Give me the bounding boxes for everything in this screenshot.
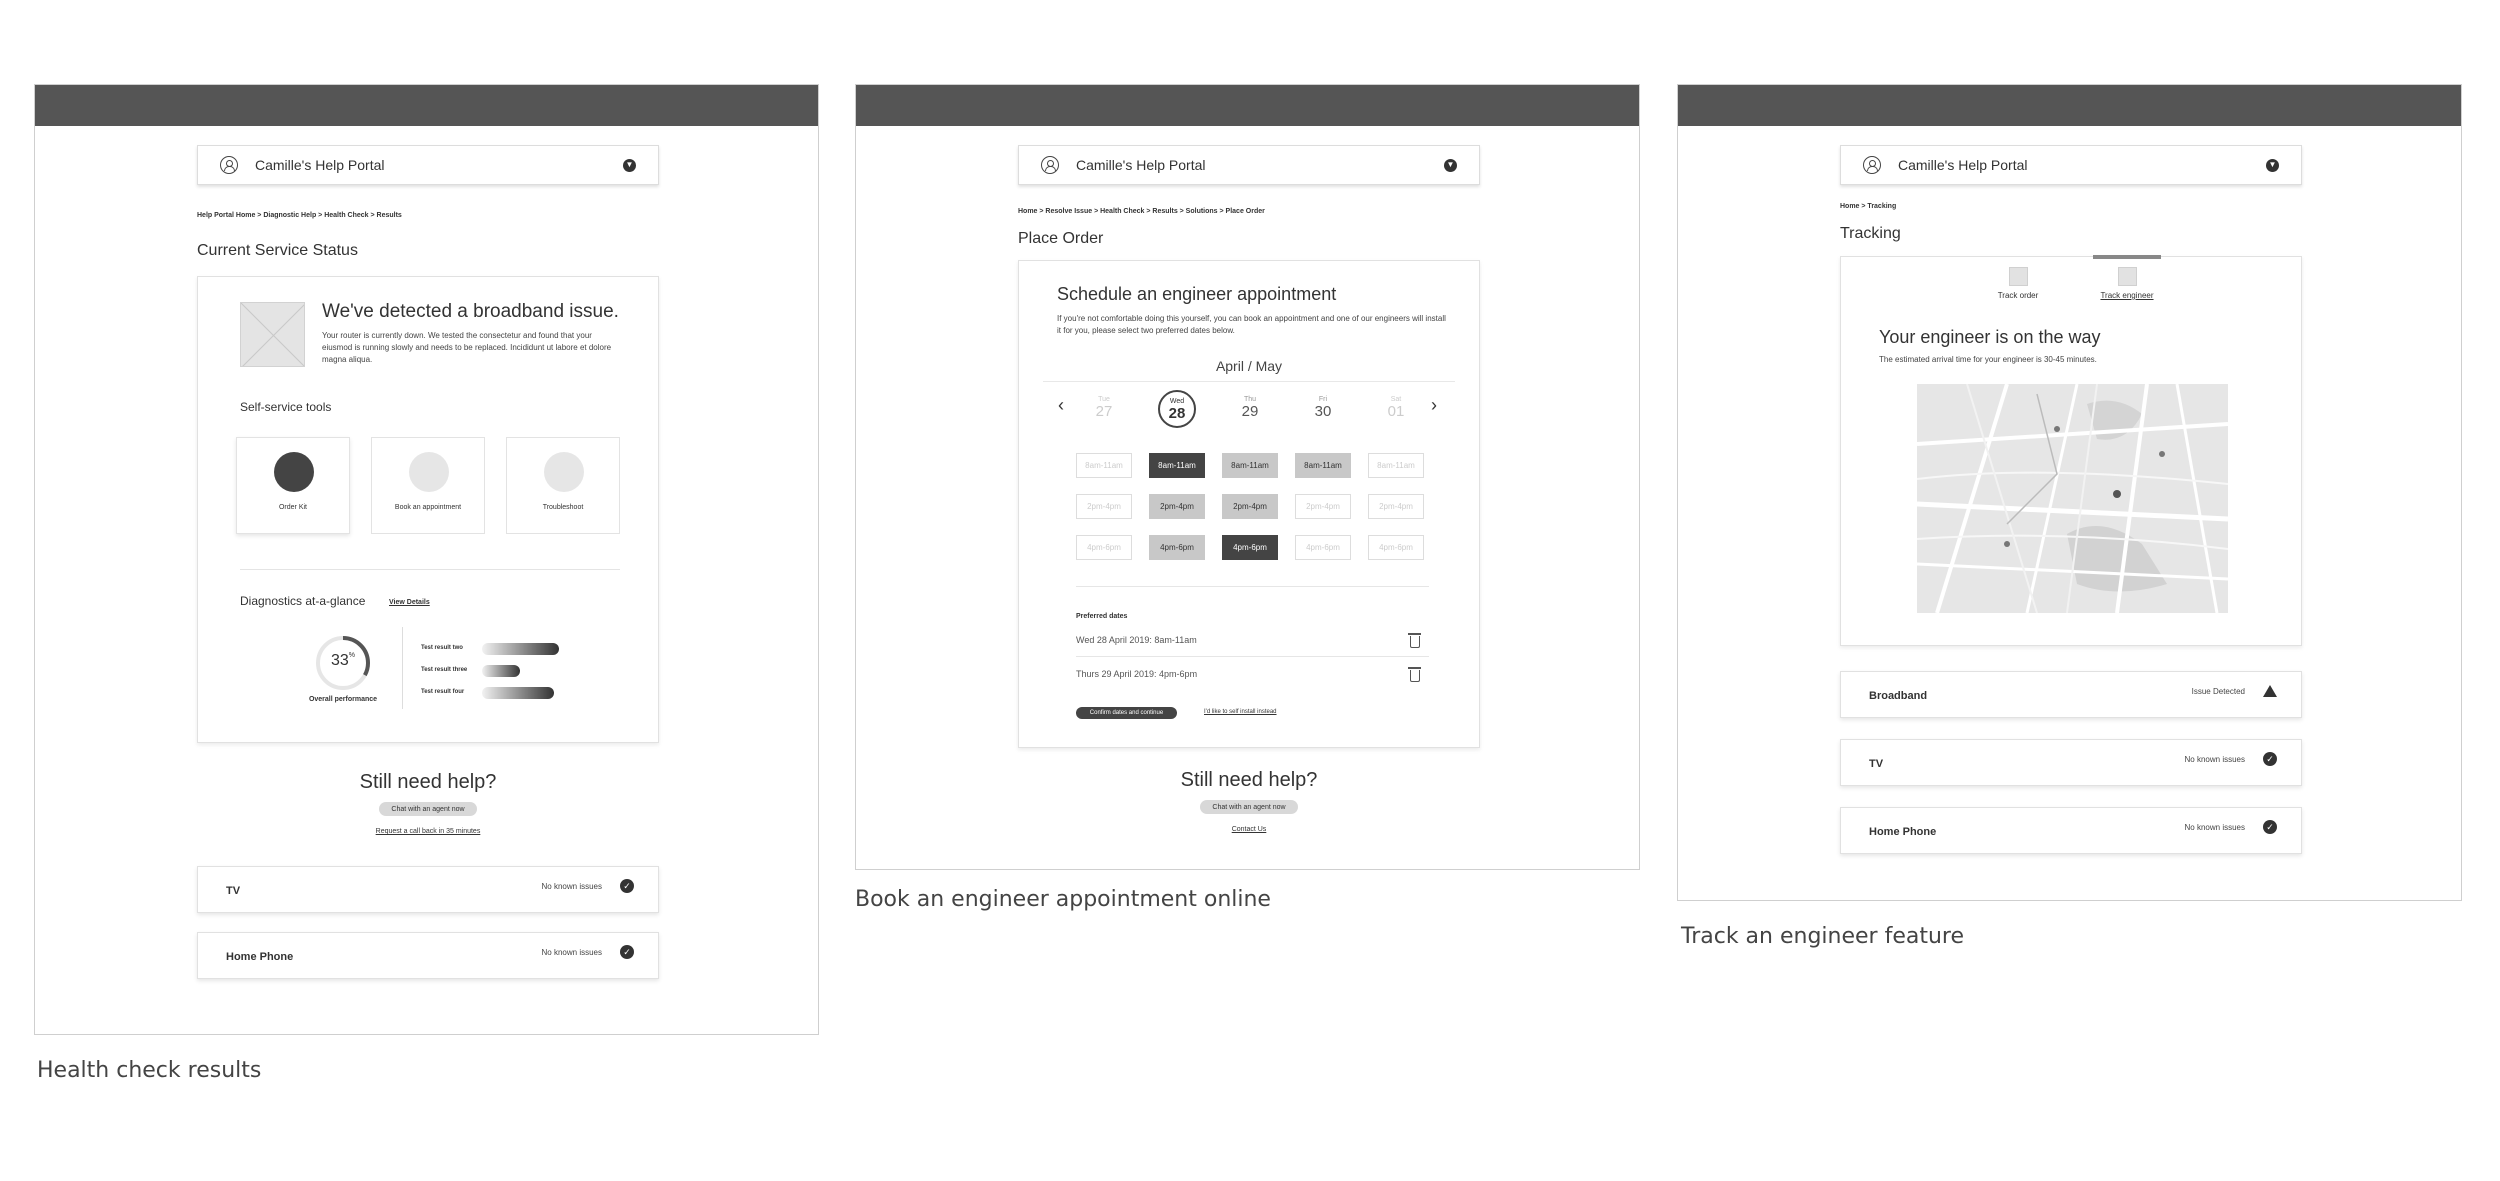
user-icon [1863,156,1881,174]
trash-icon[interactable] [1410,636,1420,648]
user-icon [220,156,238,174]
service-name: TV [1869,758,1884,770]
van-icon [2118,267,2137,286]
service-status: No known issues [541,948,602,957]
result-label: Test result three [421,667,468,673]
tool-label: Book an appointment [394,504,462,511]
caption-book-engineer: Book an engineer appointment online [855,887,1271,912]
day-number: 28 [1168,405,1186,422]
gauge-number: 33 [330,652,349,669]
time-slot[interactable]: 8am-11am [1222,453,1278,478]
view-details-link[interactable]: View Details [389,599,430,606]
time-slot: 4pm-6pm [1076,535,1132,560]
service-name: Home Phone [226,951,294,963]
frame-health-check [34,84,819,1035]
day-sat-01 [1376,396,1416,420]
service-name: Broadband [1869,690,1928,702]
caption-track-engineer: Track an engineer feature [1681,924,1965,949]
service-row-home-phone[interactable] [1840,807,2302,854]
street-map [1917,384,2228,613]
contact-us-link[interactable]: Contact Us [1231,826,1267,833]
tool-book-appointment[interactable] [371,437,485,534]
time-slot[interactable]: 4pm-6pm [1222,535,1278,560]
time-slot: 4pm-6pm [1295,535,1351,560]
tool-label: Order Kit [278,504,307,511]
appointment-intro: If you're not comfortable doing this yourself, you can book an appointment and one of our engineers will install it for you, please select two preferred dates below. [1057,314,1446,335]
alert-heading: We've detected a broadband issue. [322,301,619,322]
chevron-down-icon[interactable]: ▼ [2266,159,2279,172]
preferred-date-2: Thurs 29 April 2019: 4pm-6pm [1076,669,1198,679]
service-name: TV [226,885,241,897]
selected-day-ring [1158,390,1196,428]
tab-track-engineer[interactable] [2093,267,2161,300]
tab-label: Track order [1997,291,2039,300]
day-name: Sat [1390,396,1402,403]
divider [240,569,620,570]
browser-header-bar [1678,85,2461,126]
frame-book-engineer [855,84,1640,870]
warning-icon [2263,685,2277,697]
help-heading: Still need help? [1180,769,1318,791]
account-header[interactable] [197,145,659,185]
tools-heading: Self-service tools [240,400,332,414]
time-slot: 8am-11am [1368,453,1424,478]
result-label: Test result two [421,645,463,651]
time-slot: 2pm-4pm [1076,494,1132,519]
result-bar [482,687,554,699]
breadcrumb[interactable]: Home > Resolve Issue > Health Check > Results > Solutions > Place Order [1018,208,1265,215]
service-status: No known issues [2184,823,2245,832]
page-title: Place Order [1018,230,1104,247]
gauge-unit: % [348,652,356,659]
time-slot[interactable]: 2pm-4pm [1222,494,1278,519]
result-bar [482,643,559,655]
tab-track-order[interactable] [1988,267,2048,300]
confirm-dates-button[interactable]: Confirm dates and continue [1076,707,1177,719]
caption-health-check: Health check results [37,1058,262,1083]
preferred-divider [1076,656,1429,657]
gauge-divider [402,627,403,709]
page-title: Tracking [1840,225,1901,242]
chat-button[interactable]: Chat with an agent now [1200,800,1298,814]
slots-divider [1076,586,1429,587]
day-name: Fri [1318,396,1328,403]
browser-header-bar [856,85,1639,126]
order-kit-icon [274,452,314,492]
user-icon [1041,156,1059,174]
day-fri-30[interactable] [1303,396,1343,420]
time-slot: 2pm-4pm [1295,494,1351,519]
check-icon: ✓ [620,879,634,893]
service-status: No known issues [2184,755,2245,764]
service-row-home-phone[interactable] [197,932,659,979]
trash-icon[interactable] [1410,670,1420,682]
day-number: 27 [1095,403,1113,420]
wrench-icon [544,452,584,492]
portal-title: Camille's Help Portal [255,157,385,173]
gauge-label: Overall performance [308,696,378,703]
check-icon: ✓ [2263,820,2277,834]
service-row-broadband[interactable] [1840,671,2302,718]
browser-header-bar [35,85,818,126]
calendar-icon [409,452,449,492]
check-icon: ✓ [2263,752,2277,766]
portal-title: Camille's Help Portal [1898,157,2028,173]
box-icon [2009,267,2028,286]
check-icon: ✓ [620,945,634,959]
day-number: 30 [1314,403,1332,420]
service-row-tv[interactable] [1840,739,2302,786]
time-slot[interactable]: 8am-11am [1149,453,1205,478]
tab-label: Track engineer [2100,291,2154,300]
day-tue-27 [1084,396,1124,420]
next-arrow-icon[interactable]: › [1431,395,1437,415]
prev-arrow-icon[interactable]: ‹ [1058,395,1064,415]
appointment-heading: Schedule an engineer appointment [1057,284,1337,304]
result-label: Test result four [421,689,465,695]
day-number: 01 [1387,403,1405,420]
placeholder-image [240,302,305,367]
preferred-heading: Preferred dates [1076,613,1128,620]
frame-track-engineer [1677,84,2462,901]
breadcrumb[interactable]: Home > Tracking [1840,203,1897,210]
service-status: Issue Detected [2191,687,2245,696]
time-slot: 8am-11am [1076,453,1132,478]
day-number: 29 [1241,403,1259,420]
tracking-card [1840,256,2302,646]
tool-troubleshoot[interactable] [506,437,620,534]
time-slot[interactable]: 8am-11am [1295,453,1351,478]
help-heading: Still need help? [359,771,497,793]
day-wed-28[interactable] [1157,390,1197,428]
account-header[interactable] [1018,145,1480,185]
time-slot[interactable]: 4pm-6pm [1149,535,1205,560]
page-title: Current Service Status [197,242,358,259]
status-card [197,276,659,743]
service-row-tv[interactable] [197,866,659,913]
tool-order-kit[interactable] [236,437,350,534]
day-name: Wed [1169,398,1185,405]
eta-text: The estimated arrival time for your engineer is 30-45 minutes. [1879,355,2097,364]
month-label: April / May [1215,358,1283,374]
callback-link[interactable]: Request a call back in 35 minutes [375,828,481,835]
portal-title: Camille's Help Portal [1076,157,1206,173]
chevron-down-icon[interactable]: ▼ [1444,159,1457,172]
time-slot[interactable]: 2pm-4pm [1149,494,1205,519]
image-placeholder-icon [241,303,305,367]
appointment-card [1018,260,1480,748]
tab-active-indicator [2093,255,2161,259]
engineer-map[interactable] [1917,384,2228,613]
time-slot: 2pm-4pm [1368,494,1424,519]
preferred-date-1: Wed 28 April 2019: 8am-11am [1076,635,1197,645]
breadcrumb[interactable]: Help Portal Home > Diagnostic Help > Health Check > Results [197,212,402,219]
calendar-divider [1043,381,1455,382]
service-status: No known issues [541,882,602,891]
service-name: Home Phone [1869,826,1937,838]
engineer-heading: Your engineer is on the way [1879,327,2101,347]
self-install-link[interactable]: I'd like to self install instead [1204,709,1277,715]
account-header[interactable] [1840,145,2302,185]
time-slot: 4pm-6pm [1368,535,1424,560]
day-name: Thu [1243,396,1257,403]
day-name: Tue [1098,396,1110,403]
diagnostics-heading: Diagnostics at-a-glance [240,594,366,608]
gauge-value [314,652,372,670]
chevron-down-icon[interactable]: ▼ [623,159,636,172]
alert-body: Your router is currently down. We tested the consectetur and found that your eiusmod is running slowly and needs to be replaced. Incididunt ut labore et dolore magna aliqua. [322,331,612,364]
tool-label: Troubleshoot [542,504,584,511]
chat-button[interactable]: Chat with an agent now [379,802,477,816]
day-thu-29[interactable] [1230,396,1270,420]
result-bar [482,665,520,677]
